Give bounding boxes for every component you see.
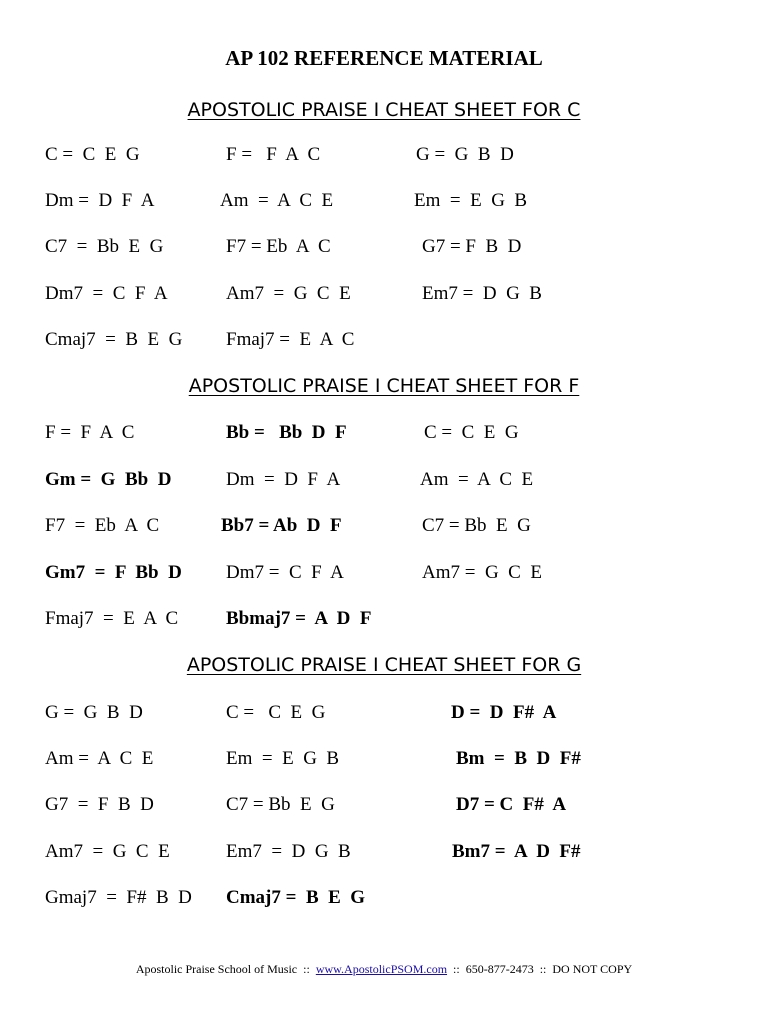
page-footer (0, 962, 768, 977)
chord-em7: Em7 = D G B (422, 283, 542, 304)
chord-bb7: Bb7 = Ab D F (221, 515, 342, 536)
chord-c7: C7 = Bb E G (226, 794, 335, 815)
chord-f7: F7 = Eb A C (226, 236, 331, 257)
chord-g: G = G B D (416, 144, 514, 165)
chord-em7: Em7 = D G B (226, 841, 351, 862)
chord-gm: Gm = G Bb D (45, 469, 172, 490)
chord-gmaj7: Gmaj7 = F# B D (45, 887, 192, 908)
chord-cmaj7: Cmaj7 = B E G (226, 887, 366, 908)
chord-dm7: Dm7 = C F A (226, 562, 344, 583)
chord-am7: Am7 = G C E (422, 562, 542, 583)
section-heading-g: APOSTOLIC PRAISE I CHEAT SHEET FOR G (186, 654, 582, 676)
footer-website-link[interactable]: www.ApostolicPSOM.com (315, 962, 448, 976)
chord-bm7: Bm7 = A D F# (452, 841, 581, 862)
chord-c7: C7 = Bb E G (45, 236, 164, 257)
chord-fmaj7: Fmaj7 = E A C (226, 329, 355, 350)
chord-am: Am = A C E (420, 469, 534, 490)
chord-dm: Dm = D F A (226, 469, 341, 490)
chord-am7: Am7 = G C E (45, 841, 170, 862)
chord-c7: C7 = Bb E G (422, 515, 531, 536)
chord-d7: D7 = C F# A (456, 794, 567, 815)
chord-g: G = G B D (45, 702, 143, 723)
chord-am7: Am7 = G C E (226, 283, 351, 304)
footer-school: Apostolic Praise School of Music (135, 962, 298, 976)
footer-separator: :: (447, 962, 466, 976)
chord-dm: Dm = D F A (45, 190, 155, 211)
section-heading-f: APOSTOLIC PRAISE I CHEAT SHEET FOR F (188, 375, 580, 397)
chord-am: Am = A C E (45, 748, 154, 769)
footer-notice: DO NOT COPY (552, 962, 633, 976)
chord-am: Am = A C E (220, 190, 334, 211)
chord-c: C = C E G (424, 422, 519, 443)
chord-bm: Bm = B D F# (456, 748, 581, 769)
chord-em: Em = E G B (414, 190, 528, 211)
document-title: AP 102 REFERENCE MATERIAL (225, 46, 543, 70)
footer-separator: :: (533, 962, 553, 976)
chord-d: D = D F# A (451, 702, 557, 723)
chord-cmaj7: Cmaj7 = B E G (45, 329, 183, 350)
chord-f: F = F A C (45, 422, 135, 443)
chord-c: C = C E G (45, 144, 140, 165)
chord-gm7: Gm7 = F Bb D (45, 562, 182, 583)
section-heading-c: APOSTOLIC PRAISE I CHEAT SHEET FOR C (187, 99, 581, 121)
footer-phone: 650-877-2473 (465, 962, 534, 976)
chord-g7: G7 = F B D (45, 794, 154, 815)
chord-em: Em = E G B (226, 748, 340, 769)
chord-g7: G7 = F B D (422, 236, 522, 257)
chord-bb: Bb = Bb D F (226, 422, 347, 443)
chord-f7: F7 = Eb A C (45, 515, 160, 536)
chord-c: C = C E G (226, 702, 326, 723)
chord-f: F = F A C (226, 144, 321, 165)
chord-fmaj7: Fmaj7 = E A C (45, 608, 179, 629)
chord-bbmaj7: Bbmaj7 = A D F (226, 608, 372, 629)
chord-dm7: Dm7 = C F A (45, 283, 168, 304)
footer-separator: :: (297, 962, 316, 976)
